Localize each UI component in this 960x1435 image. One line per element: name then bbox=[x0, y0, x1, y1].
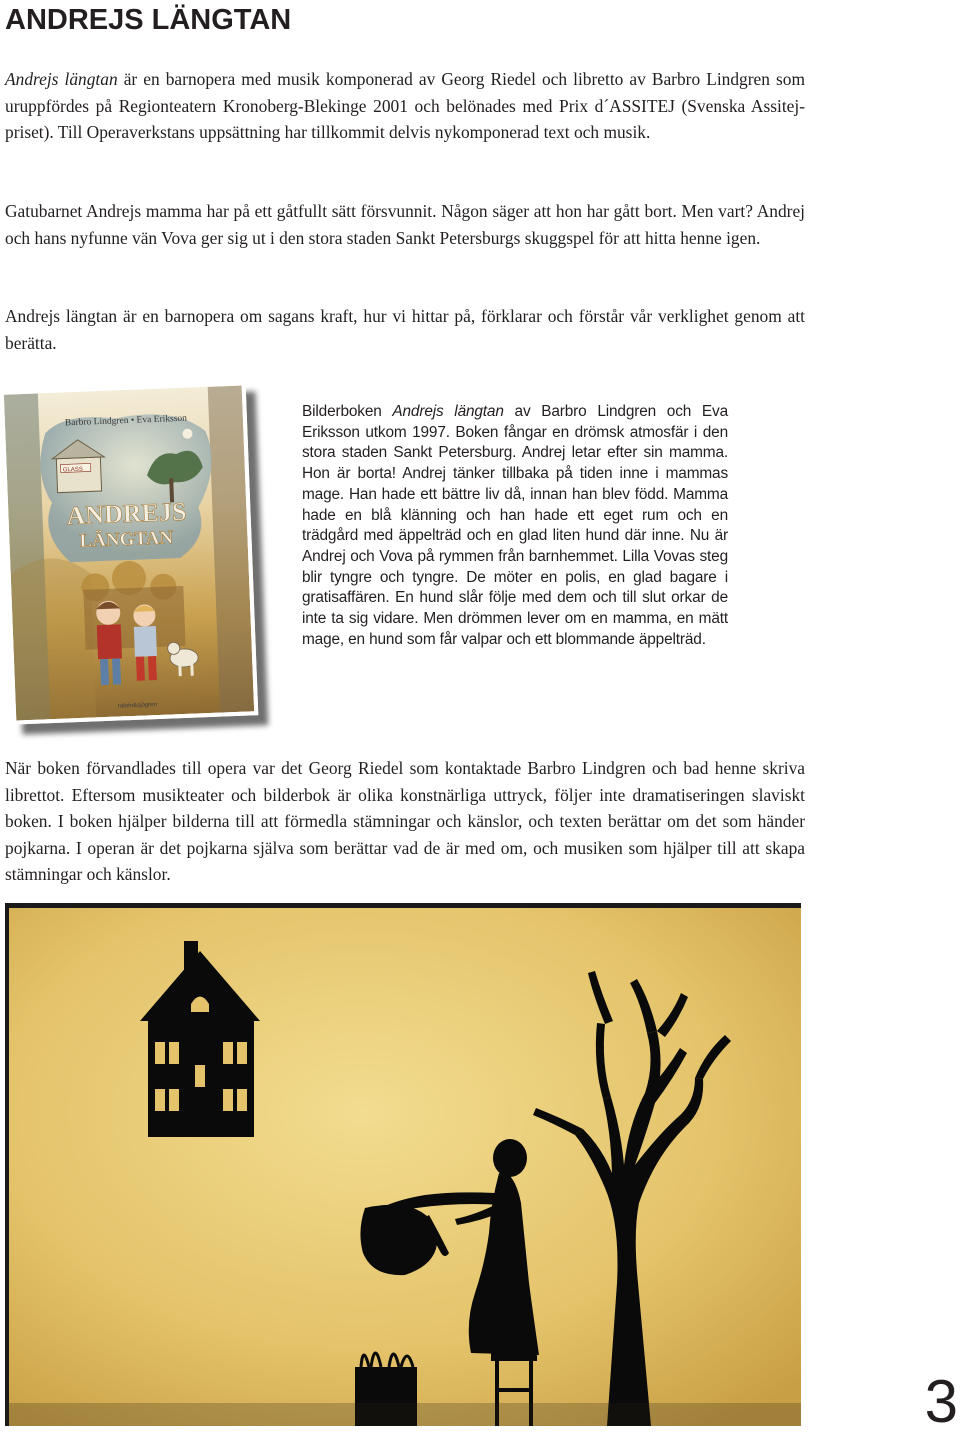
book-description bbox=[302, 402, 728, 650]
intro-title-italic: Andrejs längtan bbox=[5, 69, 118, 89]
cover-title-line1: ANDREJS bbox=[65, 496, 187, 531]
theme-paragraph: Andrejs längtan är en barnopera om sagans kraft, hur vi hittar på, förklarar och förstår vår verklighet genom att berätta. bbox=[5, 306, 805, 353]
opera-paragraph: När boken förvandlades till opera var det Georg Riedel som kontaktade Barbro Lindgren och bad henne skriva librettot. Eftersom musikteater och bilderbok är olika konstnärliga uttryck, följer inte dramatiseringen slaviskt boken. I boken hjälper bilderna till att förmedla stämningar och känslor, och texten berättar om det som händer pojkarna. I operan är det pojkarna själva som berättar vad de är med om, och musiken som hjälper till att skapa stämningar och känslor. bbox=[5, 758, 805, 884]
page-title: ANDREJS LÄNGTAN bbox=[5, 4, 292, 36]
cover-sign-text: GLASS bbox=[62, 466, 83, 474]
book-description-text: av Barbro Lindgren och Eva Eriksson utkom 1997. Boken fångar en drömsk atmosfär i den stora staden Sankt Petersburg. Andrej letar efter sin mamma. Hon är borta! Andrej tänker tillbaka på tiden inne i mammas mage. Han hade ett bättre liv då, innan han blev född. Mamma hade en blå klänning och han hade ett eget rum och en trädgård med äppelträd och en glad liten hund där inne. Nu är Andrej och Vova på rymmen från barnhemmet. Lilla Vovas steg blir tyngre och tyngre. De möter en polis, en glad bagare i gratisaffären. En hund slår följe med dem och till slut orkar de inte ta sig vidare. Men drömmen lever om en mamma, en mätt mage, en hund som får valpar och ett blommande äppelträd. bbox=[302, 403, 728, 648]
intro-text: är en barnopera med musik komponerad av Georg Riedel och libretto av Barbro Lindgren som uruppfördes på Regionteatern Kronoberg-Blekinge 2001 och belönades med Prix d´ASSITEJ (Svenska Assitej-priset). Till Operaverkstans uppsättning har tillkommit delvis nykomponerad text och musik. bbox=[5, 69, 805, 142]
cover-title-line2: LÄNGTAN bbox=[79, 527, 174, 552]
cover-authors: Barbro Lindgren • Eva Eriksson bbox=[64, 413, 188, 429]
book-description-title: Andrejs längtan bbox=[392, 403, 504, 420]
page-number: 3 bbox=[924, 1368, 958, 1435]
book-cover-image bbox=[0, 381, 258, 724]
story-paragraph: Gatubarnet Andrejs mamma har på ett gåtfullt sätt försvunnit. Någon säger att hon har gått bort. Men vart? Andrej och hans nyfunne vän Vova ger sig ut i den stora staden Sankt Petersburgs skuggspel för att hitta henne igen. bbox=[5, 201, 805, 248]
intro-paragraph bbox=[5, 66, 805, 146]
cover-publisher: rabén&sjögren bbox=[117, 702, 158, 710]
book-description-prefix: Bilderboken bbox=[302, 403, 393, 420]
shadow-play-photo bbox=[5, 903, 801, 1426]
